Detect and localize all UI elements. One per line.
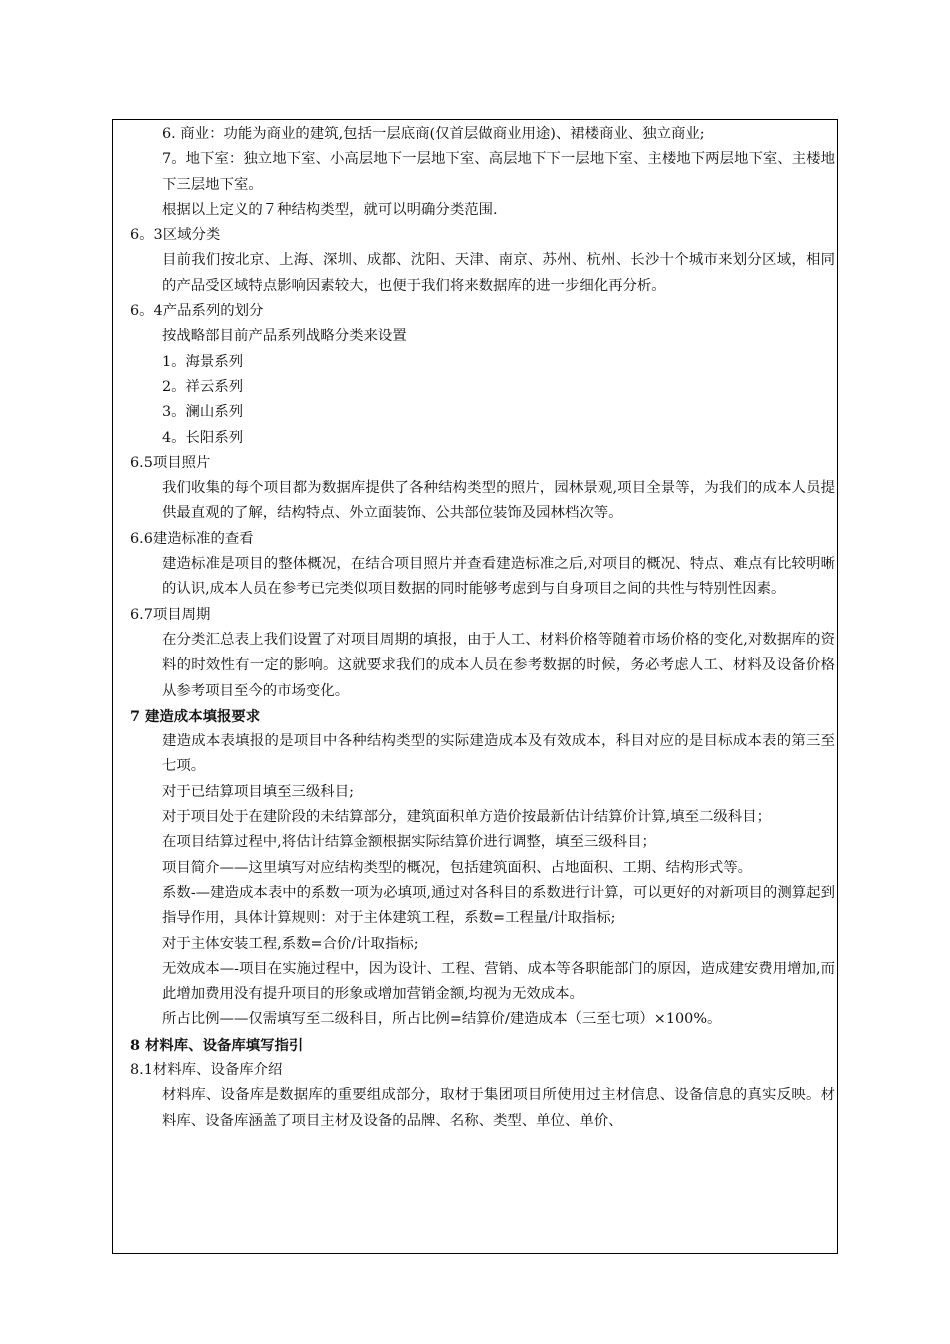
body-line: 1。海景系列 — [162, 353, 244, 370]
body-line: 在项目结算过程中,将估计结算金额根据实际结算价进行调整，填至三级科目； — [162, 834, 656, 851]
body-paragraph: 项目简介——这里填写对应结构类型的概况，包括建筑面积、占地面积、工期、结构形式等。 — [162, 859, 753, 876]
body-paragraph: 我们收集的每个项目都为数据库提供了各种结构类型的照片，园林景观,项目全景等，为我们的成本人员提供最直观的了解，结构特点、外立面装饰、公共部位装饰及园林档次等。 — [162, 480, 835, 522]
body-paragraph: 材料库、设备库是数据库的重要组成部分，取材于集团项目所使用过主材信息、设备信息的真实反映。材料库、设备库涵盖了项目主材及设备的品牌、名称、类型、单位、单价、 — [162, 1087, 835, 1129]
body-line: 4。长阳系列 — [162, 429, 244, 446]
section-subheading: 6.5项目照片 — [130, 454, 211, 471]
body-paragraph: 对于项目处于在建阶段的未结算部分，建筑面积单方造价按最新估计结算价计算,填至二级科目； — [162, 809, 771, 826]
body-paragraph: 在分类汇总表上我们设置了对项目周期的填报，由于人工、材料价格等随着市场价格的变化,对数据库的资料的时效性有一定的影响。这就要求我们的成本人员在参考数据的时候，务必考虑人工、材料及设备价格从参考项目至今的市场变化。 — [162, 631, 835, 699]
body-paragraph: 7。地下室：独立地下室、小高层地下一层地下室、高层地下下一层地下室、主楼地下两层地下室、主楼地下三层地下室。 — [162, 151, 835, 193]
body-paragraph: 无效成本—-项目在实施过程中，因为设计、工程、营销、成本等各职能部门的原因，造成建安费用增加,而此增加费用没有提升项目的形象或增加营销金额,均视为无效成本。 — [162, 960, 835, 1003]
body-line: 根据以上定义的７种结构类型，就可以明确分类范围. — [162, 201, 498, 218]
body-paragraph: 建造成本表填报的是项目中各种结构类型的实际建造成本及有效成本，科目对应的是目标成本表的第三至七项。 — [162, 733, 835, 775]
section-subheading: 6。3区域分类 — [130, 227, 221, 244]
section-subheading: 8.1材料库、设备库介绍 — [130, 1061, 283, 1078]
body-line: 对于主体安装工程,系数=合价/计取指标; — [162, 935, 419, 952]
body-line: 6. 商业：功能为商业的建筑,包括一层底商(仅首层做商业用途)、裙楼商业、独立商业; — [162, 126, 705, 142]
body-line: 所占比例——仅需填写至二级科目，所占比例=结算价/建造成本（三至七项）×100%。 — [162, 1011, 722, 1028]
section-subheading: 6。4产品系列的划分 — [130, 303, 264, 320]
section-subheading: 6.7项目周期 — [130, 606, 211, 623]
body-line: 对于已结算项目填至三级科目; — [162, 783, 354, 800]
body-line: 2。祥云系列 — [162, 378, 244, 395]
document-body — [130, 122, 835, 1134]
section-subheading: 6.6建造标准的查看 — [130, 530, 254, 547]
body-paragraph: 建造标准是项目的整体概况，在结合项目照片并查看建造标准之后,对项目的概况、特点、难点有比较明晰的认识,成本人员在参考已完类似项目数据的同时能够考虑到与自身项目之间的共性与特别性因素。 — [162, 556, 835, 598]
body-paragraph: 系数-—建造成本表中的系数一项为必填项,通过对各科目的系数进行计算，可以更好的对新项目的测算起到指导作用，具体计算规则：对于主体建筑工程，系数=工程量/计取指标; — [162, 884, 835, 927]
body-line: 按战略部目前产品系列战略分类来设置 — [162, 328, 407, 345]
section-heading: 7 建造成本填报要求 — [130, 707, 261, 725]
body-paragraph: 目前我们按北京、上海、深圳、成都、沈阳、天津、南京、苏州、杭州、长沙十个城市来划分区域，相同的产品受区域特点影响因素较大，也便于我们将来数据库的进一步细化再分析。 — [162, 252, 835, 294]
body-line: 3。澜山系列 — [162, 404, 244, 421]
section-heading: 8 材料库、设备库填写指引 — [130, 1036, 304, 1054]
